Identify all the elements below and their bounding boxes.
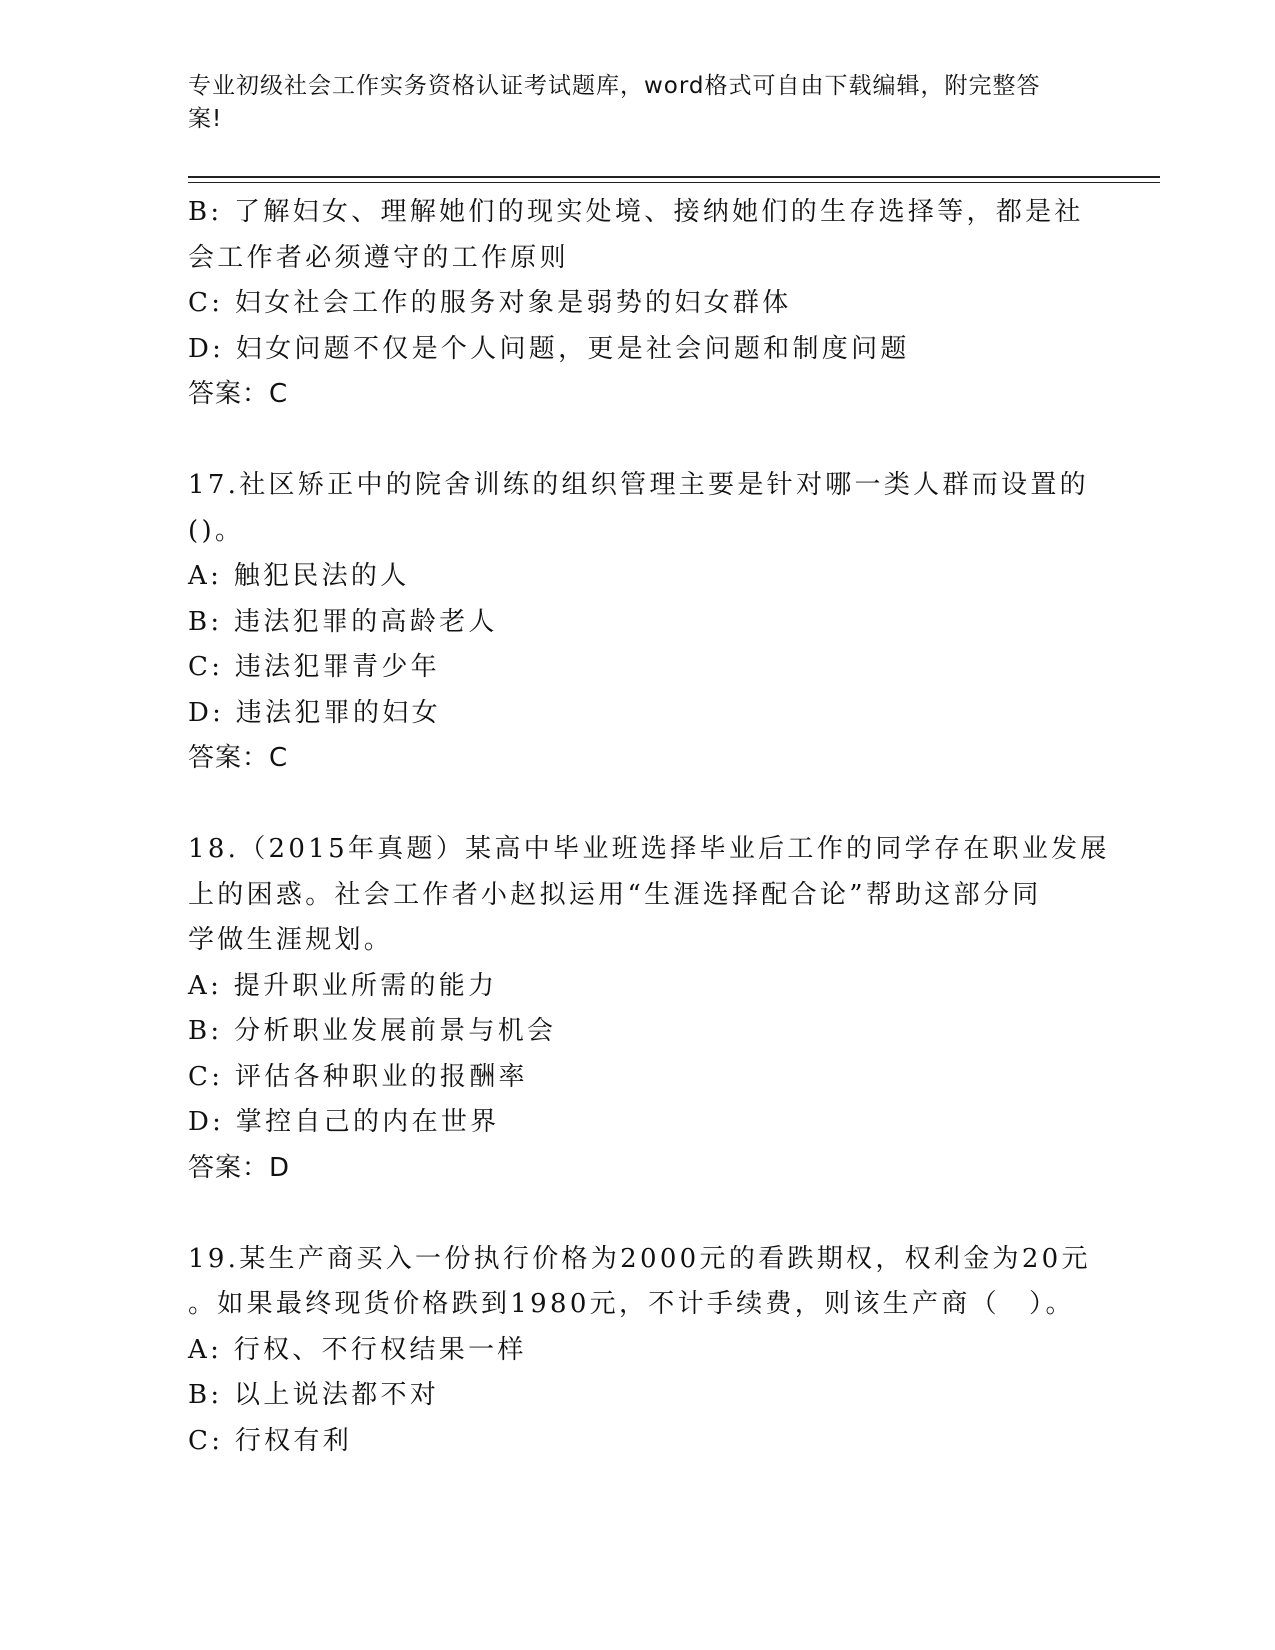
q18-stem-line-3: 学做生涯规划。 xyxy=(188,925,394,955)
q18-option-b: B: 分析职业发展前景与机会 xyxy=(188,1016,557,1046)
question-19-block xyxy=(188,1237,1091,1465)
question-16-block xyxy=(188,190,1088,418)
spacer xyxy=(188,418,1088,464)
q18-stem-line-1: 18.（2015年真题）某高中毕业班选择毕业后工作的同学存在职业发展 xyxy=(188,834,1110,864)
q17-option-b: B: 违法犯罪的高龄老人 xyxy=(188,606,498,637)
q18-option-a: A: 提升职业所需的能力 xyxy=(188,970,498,1001)
spacer xyxy=(188,782,1088,828)
question-content xyxy=(188,190,1110,1464)
q19-stem-line-2: 。如果最终现货价格跌到1980元，不计手续费，则该生产商（ ）。 xyxy=(188,1289,1075,1319)
q19-option-c: C: 行权有利 xyxy=(188,1425,353,1456)
q16-option-c: C: 妇女社会工作的服务对象是弱势的妇女群体 xyxy=(188,288,792,318)
q18-option-d: D: 掌控自己的内在世界 xyxy=(188,1107,500,1137)
q18-option-c: C: 评估各种职业的报酬率 xyxy=(188,1061,528,1092)
q17-answer: 答案：C xyxy=(188,743,289,773)
q17-option-c: C: 违法犯罪青少年 xyxy=(188,652,440,682)
question-17-block xyxy=(188,463,1088,782)
q16-option-b-line-1: B: 了解妇女、理解她们的现实处境、接纳她们的生存选择等，都是社 xyxy=(188,197,1084,227)
q17-option-a: A: 触犯民法的人 xyxy=(188,561,410,591)
header-divider-thick xyxy=(188,176,1160,178)
header-line-2: 案! xyxy=(188,106,223,132)
question-18-block xyxy=(188,827,1110,1191)
q19-option-a: A: 行权、不行权结果一样 xyxy=(188,1334,527,1365)
page-header xyxy=(188,70,1068,136)
spacer xyxy=(188,1191,1088,1237)
q16-option-d: D: 妇女问题不仅是个人问题，更是社会问题和制度问题 xyxy=(188,333,910,364)
q17-stem-line-2: ()。 xyxy=(188,515,245,546)
header-line-1: 专业初级社会工作实务资格认证考试题库，word格式可自由下载编辑，附完整答 xyxy=(188,73,1041,99)
header-divider-thin xyxy=(188,182,1160,183)
q16-option-b-line-2: 会工作者必须遵守的工作原则 xyxy=(188,242,569,273)
q17-option-d: D: 违法犯罪的妇女 xyxy=(188,697,441,728)
q16-answer: 答案：C xyxy=(188,379,289,409)
q19-option-b: B: 以上说法都不对 xyxy=(188,1380,440,1410)
q19-stem-line-1: 19.某生产商买入一份执行价格为2000元的看跌期权，权利金为20元 xyxy=(188,1243,1091,1274)
q18-answer: 答案：D xyxy=(188,1152,291,1183)
q17-stem-line-1: 17.社区矫正中的院舍训练的组织管理主要是针对哪一类人群而设置的 xyxy=(188,470,1089,500)
q18-stem-line-2: 上的困惑。社会工作者小赵拟运用“生涯选择配合论”帮助这部分同 xyxy=(188,879,1042,910)
